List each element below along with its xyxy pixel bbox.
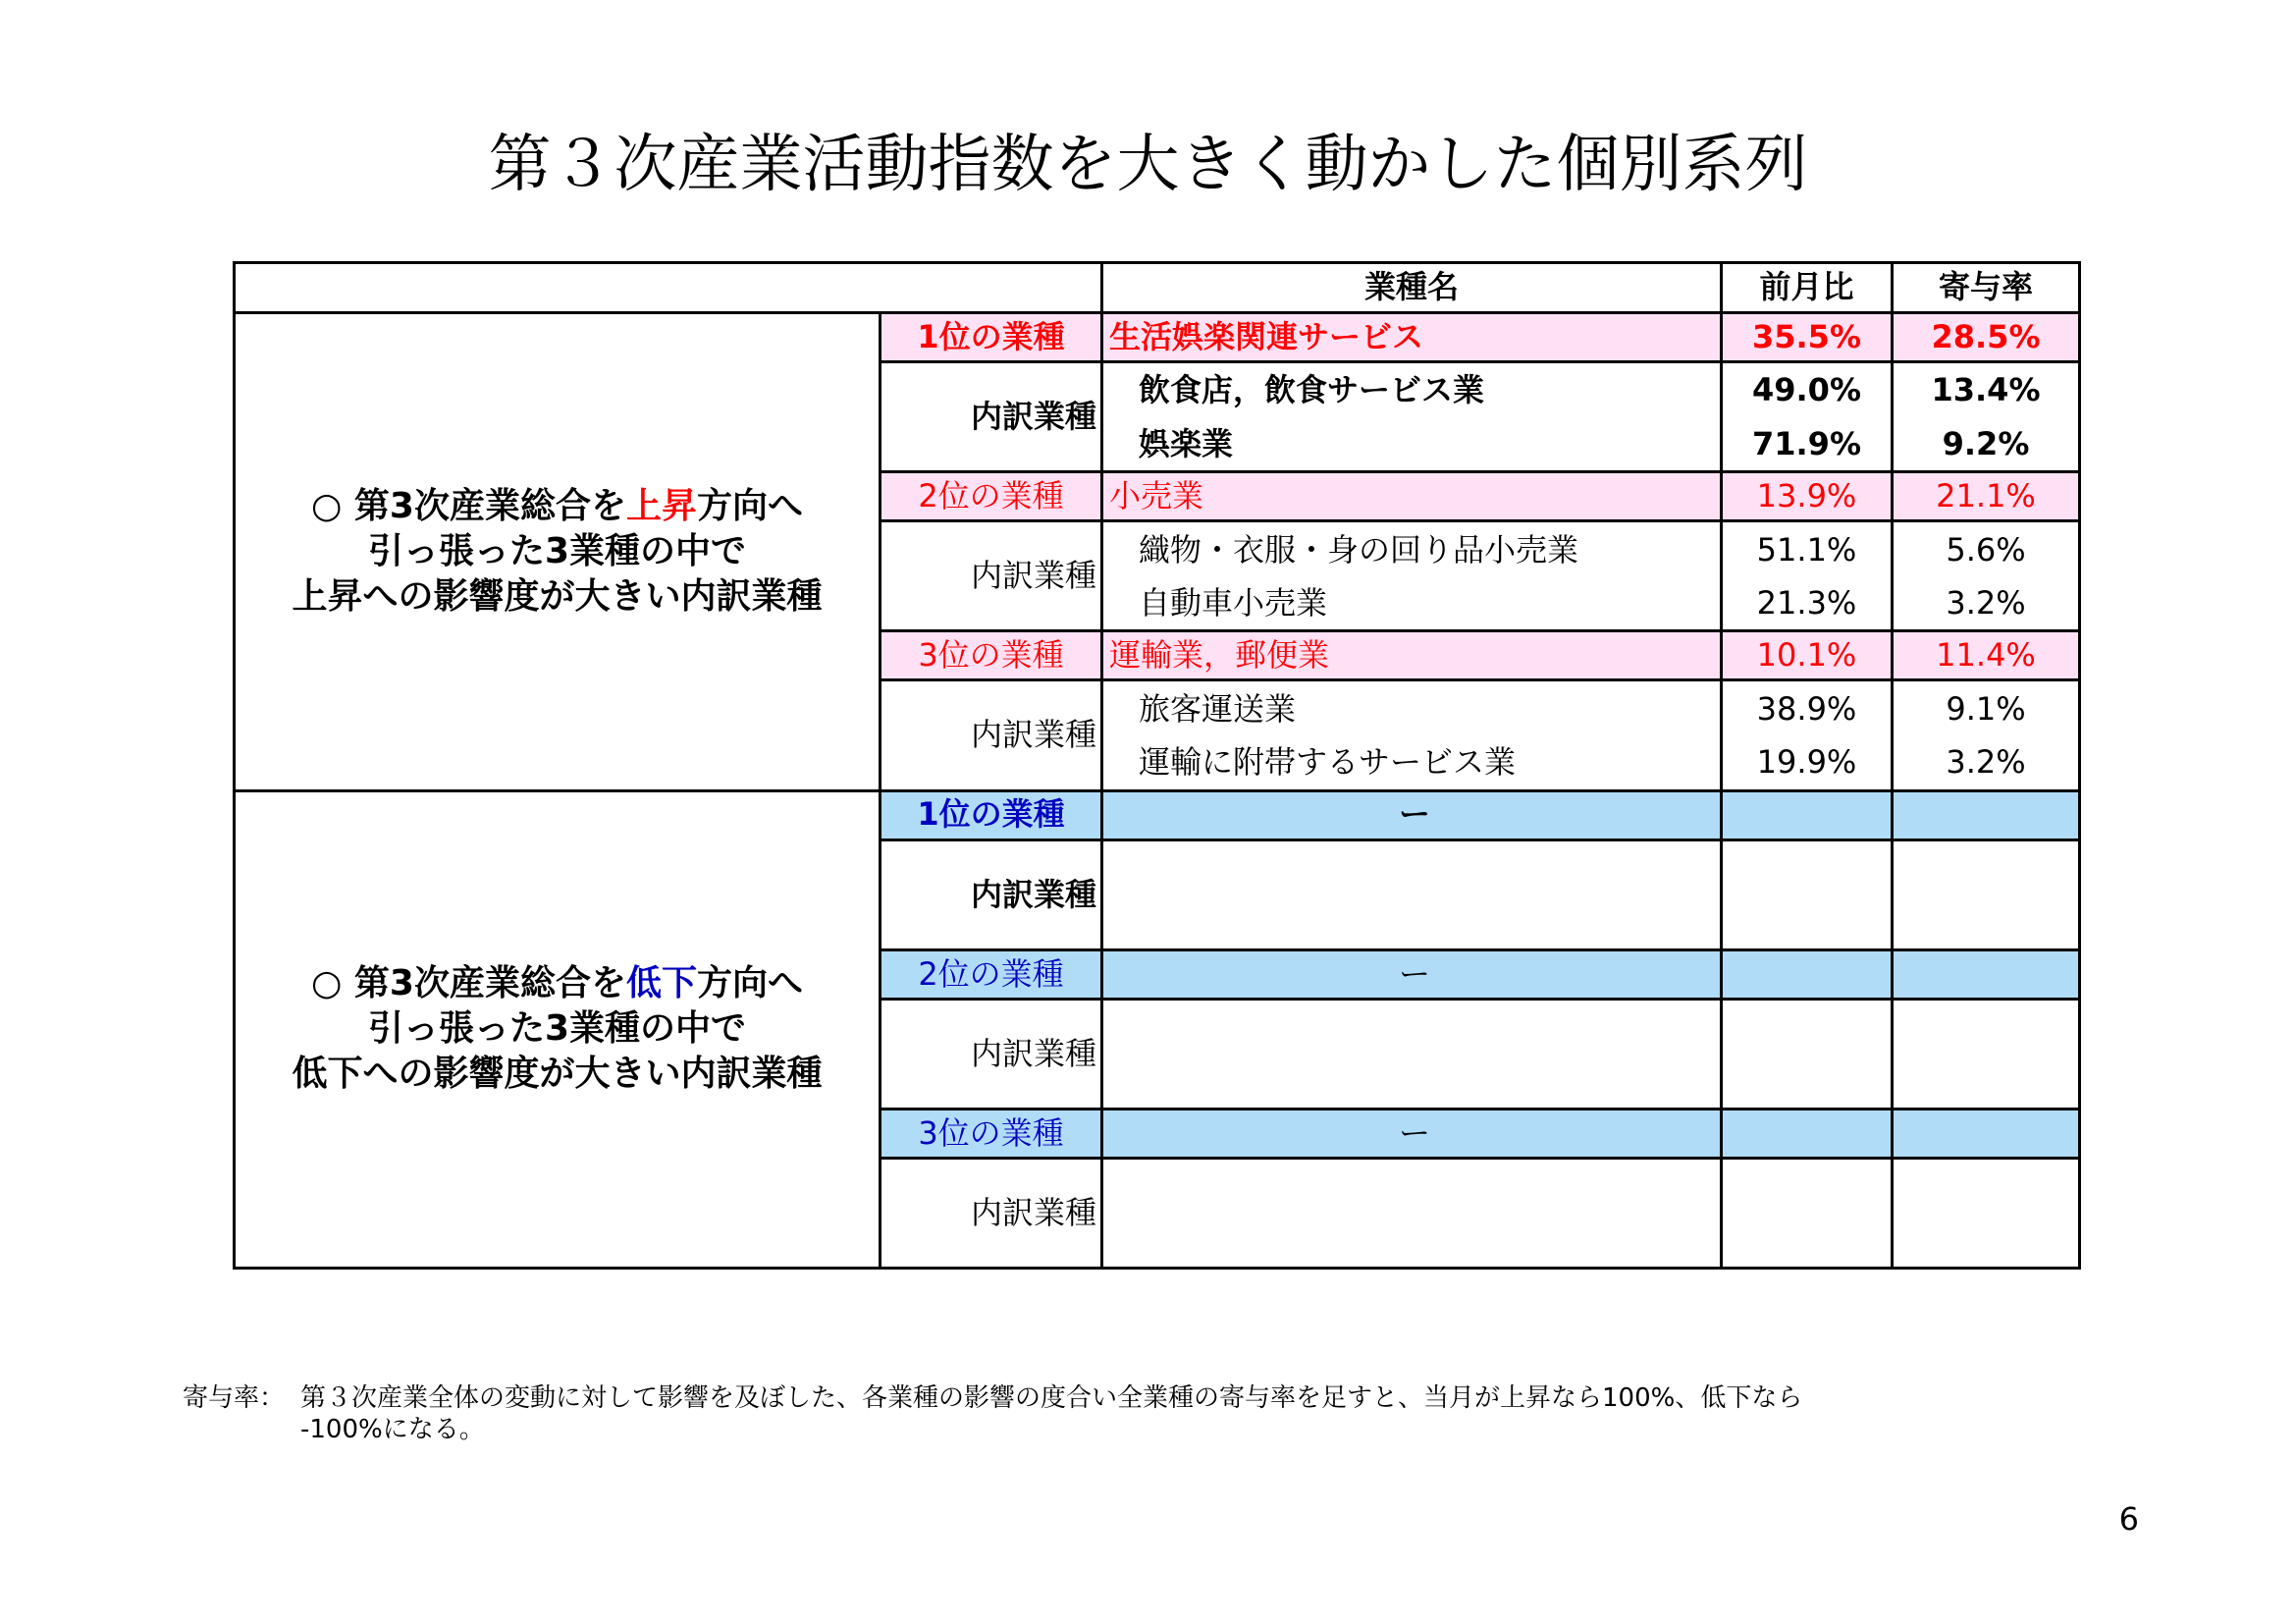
breakdown-mom-value: 19.9%	[1756, 743, 1857, 782]
breakdown-contrib	[1893, 362, 2080, 472]
page-title: 第３次産業活動指数を大きく動かした個別系列	[488, 129, 1808, 201]
header-blank-cell	[235, 263, 1102, 313]
breakdown-contrib	[1893, 680, 2080, 790]
breakdown-contrib	[1893, 1158, 2080, 1268]
breakdown-mom	[1722, 521, 1893, 631]
up-rank-contrib: 21.1%	[1893, 472, 2080, 521]
down-rank-label: 2位の業種	[881, 949, 1102, 999]
breakdown-mom-value: 38.9%	[1756, 689, 1857, 728]
down-group-line2: 引っ張った3業種の中で	[367, 1008, 747, 1050]
breakdown-mom-value: 49.0%	[1751, 371, 1861, 409]
header-mom: 前月比	[1722, 263, 1893, 313]
up-group-line1-pre: 第3次産業総合を	[342, 485, 626, 526]
breakdown-contrib-value: 3.2%	[1946, 743, 2026, 782]
breakdown-names	[1102, 999, 1722, 1109]
up-rank-1-row	[235, 313, 2080, 362]
breakdown-contrib-value: 9.2%	[1942, 424, 2030, 462]
up-rank-mom: 10.1%	[1722, 631, 1893, 680]
page-number: 6	[2118, 1500, 2139, 1538]
breakdown-label: 内訳業種	[881, 521, 1102, 631]
down-rank-contrib	[1893, 949, 2080, 999]
up-group-line3: 上昇への影響度が大きい内訳業種	[292, 575, 823, 617]
down-rank-industry: ー	[1102, 790, 1722, 839]
breakdown-mom-value: 71.9%	[1751, 424, 1861, 462]
down-rank-industry: ー	[1102, 1109, 1722, 1158]
up-group-emphasis: 上昇	[625, 485, 697, 526]
breakdown-contrib	[1893, 521, 2080, 631]
breakdown-mom-value: 51.1%	[1756, 530, 1857, 568]
header-industry: 業種名	[1102, 263, 1722, 313]
down-group-line3: 低下への影響度が大きい内訳業種	[292, 1054, 823, 1095]
breakdown-label: 内訳業種	[881, 362, 1102, 472]
footnote-label: 寄与率：	[183, 1383, 286, 1413]
down-group-emphasis: 低下	[625, 963, 697, 1004]
circle-icon: ○	[310, 963, 343, 1004]
down-rank-mom	[1722, 790, 1893, 839]
breakdown-item: 旅客運送業	[1139, 689, 1297, 728]
breakdown-contrib-value: 5.6%	[1946, 530, 2026, 568]
down-rank-mom	[1722, 949, 1893, 999]
breakdown-contrib	[1893, 839, 2080, 949]
down-group-line1-post: 方向へ	[697, 963, 804, 1004]
up-rank-mom: 13.9%	[1722, 472, 1893, 521]
up-rank-industry: 小売業	[1102, 472, 1722, 521]
breakdown-names	[1102, 362, 1722, 472]
down-rank-label: 1位の業種	[881, 790, 1102, 839]
down-rank-label: 3位の業種	[881, 1109, 1102, 1158]
footnote	[183, 1382, 2048, 1445]
breakdown-names	[1102, 680, 1722, 790]
down-rank-mom	[1722, 1109, 1893, 1158]
up-rank-label: 2位の業種	[881, 472, 1102, 521]
breakdown-mom	[1722, 839, 1893, 949]
down-rank-1-row	[235, 790, 2080, 839]
breakdown-contrib-value: 9.1%	[1946, 689, 2026, 728]
breakdown-item: 娯楽業	[1139, 424, 1234, 462]
up-rank-industry: 生活娯楽関連サービス	[1102, 313, 1722, 362]
breakdown-contrib-value: 3.2%	[1946, 584, 2026, 623]
header-contrib: 寄与率	[1893, 263, 2080, 313]
breakdown-names	[1102, 521, 1722, 631]
table-header-row	[235, 263, 2080, 313]
breakdown-mom	[1722, 999, 1893, 1109]
down-rank-contrib	[1893, 1109, 2080, 1158]
breakdown-names	[1102, 839, 1722, 949]
breakdown-mom-value: 21.3%	[1756, 584, 1857, 623]
footnote-line2: -100%になる。	[300, 1415, 485, 1444]
breakdown-item: 運輸に附帯するサービス業	[1139, 743, 1517, 782]
breakdown-contrib-value: 13.4%	[1931, 371, 2041, 409]
down-rank-industry: ー	[1102, 949, 1722, 999]
down-group-label	[235, 790, 881, 1268]
up-rank-contrib: 28.5%	[1893, 313, 2080, 362]
circle-icon: ○	[310, 485, 343, 526]
breakdown-item: 飲食店，飲食サービス業	[1139, 371, 1485, 409]
industry-table	[233, 261, 2081, 1270]
breakdown-label: 内訳業種	[881, 999, 1102, 1109]
breakdown-item: 自動車小売業	[1139, 584, 1328, 623]
breakdown-mom	[1722, 362, 1893, 472]
up-group-line2: 引っ張った3業種の中で	[367, 530, 747, 571]
up-rank-label: 3位の業種	[881, 631, 1102, 680]
breakdown-item: 織物・衣服・身の回り品小売業	[1139, 530, 1579, 568]
breakdown-mom	[1722, 680, 1893, 790]
up-rank-label: 1位の業種	[881, 313, 1102, 362]
up-group-label	[235, 313, 881, 790]
breakdown-label: 内訳業種	[881, 839, 1102, 949]
breakdown-mom	[1722, 1158, 1893, 1268]
breakdown-names	[1102, 1158, 1722, 1268]
down-group-line1-pre: 第3次産業総合を	[342, 963, 626, 1004]
up-rank-contrib: 11.4%	[1893, 631, 2080, 680]
up-group-line1-post: 方向へ	[697, 485, 804, 526]
breakdown-contrib	[1893, 999, 2080, 1109]
breakdown-label: 内訳業種	[881, 1158, 1102, 1268]
up-rank-industry: 運輸業，郵便業	[1102, 631, 1722, 680]
breakdown-label: 内訳業種	[881, 680, 1102, 790]
up-rank-mom: 35.5%	[1722, 313, 1893, 362]
down-rank-contrib	[1893, 790, 2080, 839]
footnote-line1: 第３次産業全体の変動に対して影響を及ぼした、各業種の影響の度合い全業種の寄与率を足すと、当月が上昇なら100%、低下なら	[300, 1383, 1803, 1413]
